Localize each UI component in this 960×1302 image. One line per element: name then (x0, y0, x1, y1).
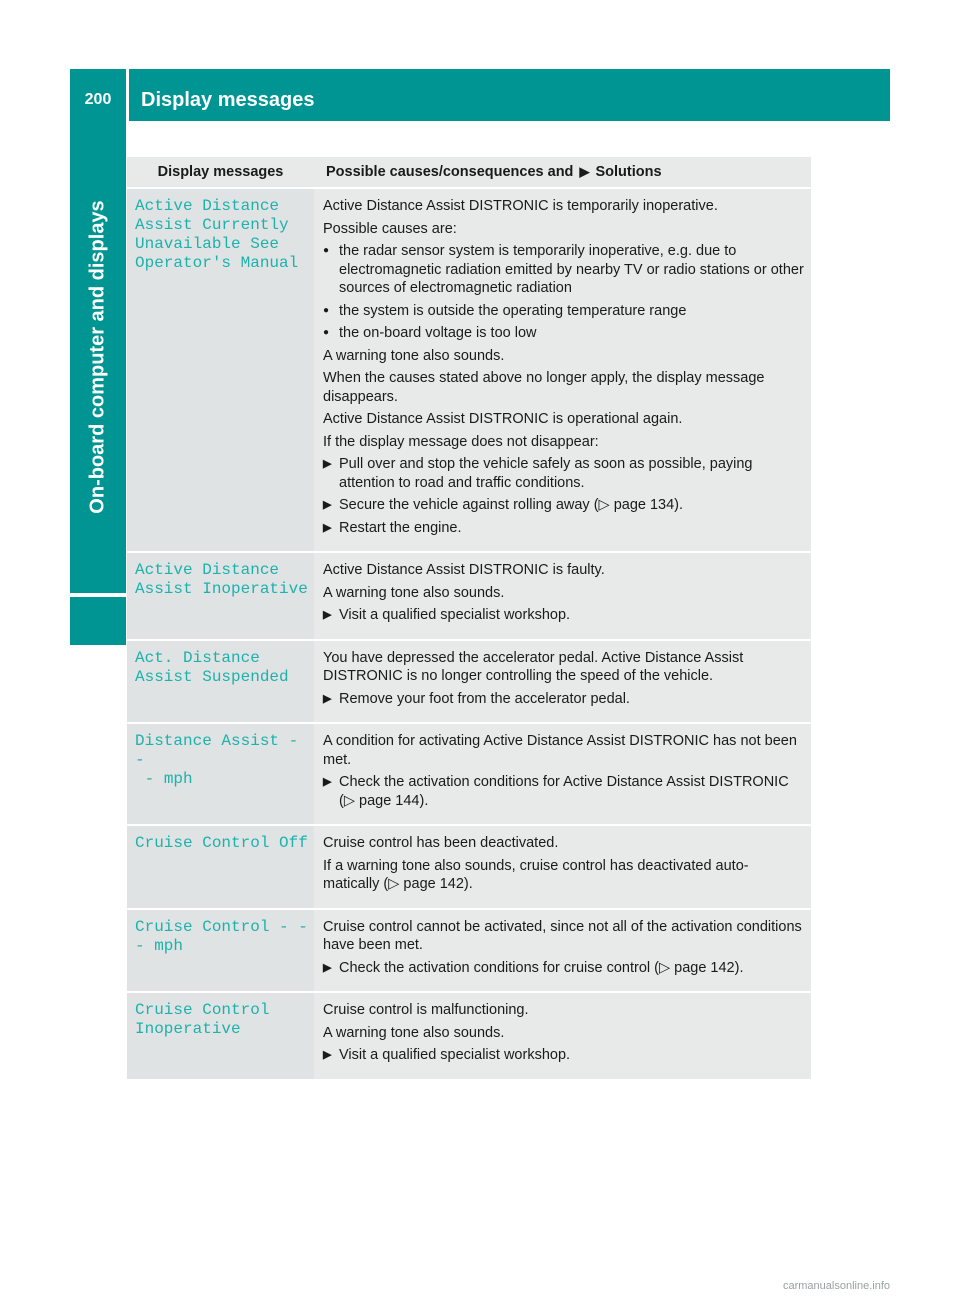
play-arrow-icon: ▶ (579, 164, 590, 179)
display-message-text: Active Distance Assist Currently Unavailable See Operator's Manual (127, 189, 314, 551)
play-arrow-icon: ▶ (323, 692, 332, 705)
cause-text: If the display message does not disappear: (323, 433, 599, 450)
solution-step (323, 959, 805, 978)
solution-step (323, 773, 805, 810)
solution-step-text: Visit a qualified specialist workshop. (339, 607, 571, 623)
watermark-text: carmanualsonline.info (782, 1280, 890, 1292)
display-message-text: Active Distance Assist Inoperative (127, 553, 314, 639)
cause-text: Possible causes are: (323, 220, 457, 237)
column-header-causes-text: Possible causes/consequences and (326, 164, 574, 180)
cause-text: Active Distance Assist DISTRONIC is temporarily inoperative. (323, 198, 718, 214)
section-title: On-board computer and displays (86, 200, 109, 514)
cause-text: Active Distance Assist DISTRONIC is operational again. (323, 411, 683, 427)
play-arrow-icon: ▶ (323, 458, 332, 470)
solution-step-text: Pull over and stop the vehicle safely as soon as possible, paying attention to road and traffic conditions. (339, 456, 753, 491)
play-arrow-icon: ▶ (323, 521, 332, 534)
cause-solution-cell (314, 189, 811, 551)
cause-text: A warning tone also sounds. (323, 584, 505, 601)
play-arrow-icon: ▶ (323, 776, 332, 788)
display-message-text: Cruise Control - - - mph (127, 910, 314, 992)
table-row (127, 910, 811, 992)
cause-bullet-item: ● the on-board voltage is too low (323, 324, 805, 343)
display-message-text: Cruise Control Inoperative (127, 993, 314, 1079)
cause-solution-cell (314, 641, 811, 723)
cause-text: Cruise control has been deactivated. (323, 835, 559, 851)
play-arrow-icon: ▶ (323, 609, 332, 621)
header-divider (126, 69, 129, 121)
solution-step-text: Remove your foot from the accelerator pedal. (339, 690, 630, 707)
table-row (127, 724, 811, 824)
cause-text: A condition for activating Active Distance Assist DISTRONIC has not been met. (323, 733, 797, 768)
play-arrow-icon: ▶ (323, 499, 332, 511)
play-arrow-icon: ▶ (323, 1049, 332, 1061)
cause-text: A warning tone also sounds. (323, 1024, 505, 1041)
solution-step-text: Visit a qualified specialist workshop. (339, 1047, 571, 1063)
solution-step-text: Secure the vehicle against rolling away (▷ page 134). (339, 497, 684, 513)
cause-solution-cell (314, 993, 811, 1079)
table-header-row (127, 157, 811, 187)
solution-step (323, 690, 805, 709)
cause-bullet-item: ● the system is outside the operating temperature range (323, 302, 805, 321)
cause-solution-cell (314, 553, 811, 639)
display-message-text: Distance Assist - - - mph (127, 724, 314, 824)
display-messages-table (127, 155, 811, 1081)
cause-text: If a warning tone also sounds, cruise control has deactivated auto- matically (▷ page 142). (323, 857, 749, 892)
column-header-causes-solutions (314, 157, 811, 187)
solution-step (323, 496, 805, 515)
solution-step (323, 1046, 805, 1065)
table-row (127, 189, 811, 551)
solution-step (323, 606, 805, 625)
table-row (127, 993, 811, 1079)
cause-solution-cell (314, 910, 811, 992)
cause-text: A warning tone also sounds. (323, 347, 505, 364)
cause-text: Cruise control cannot be activated, since not all of the activation conditions have been met. (323, 918, 802, 953)
solution-step-text: Restart the engine. (339, 519, 462, 536)
column-header-solutions-text: Solutions (595, 164, 662, 180)
table-row (127, 826, 811, 908)
page-title: Display messages (141, 89, 315, 111)
table-row (127, 641, 811, 723)
solution-step (323, 519, 805, 538)
cause-bullet-item: ● the radar sensor system is temporarily inoperative, e.g. due to electromagnetic radiation emitted by nearby TV or radio stations or other sources of electromagnetic radiation (323, 242, 805, 298)
column-header-display-messages: Display messages (127, 157, 314, 187)
table-row (127, 553, 811, 639)
solution-step (323, 455, 805, 492)
play-arrow-icon: ▶ (323, 961, 332, 974)
page-header (70, 69, 890, 121)
solution-step-text: Check the activation conditions for Active Distance Assist DISTRONIC (▷ page 144). (339, 774, 789, 809)
sidebar-marker-block (70, 597, 126, 645)
solution-step-text: Check the activation conditions for cruise control (▷ page 142). (339, 959, 744, 976)
display-message-text: Cruise Control Off (127, 826, 314, 908)
page-number: 200 (84, 91, 112, 108)
cause-text: Active Distance Assist DISTRONIC is faulty. (323, 562, 605, 578)
cause-solution-cell (314, 826, 811, 908)
cause-text: Cruise control is malfunctioning. (323, 1002, 529, 1018)
section-sidebar (70, 121, 126, 593)
display-message-text: Act. Distance Assist Suspended (127, 641, 314, 723)
cause-solution-cell (314, 724, 811, 824)
cause-text: When the causes stated above no longer apply, the display message disappears. (323, 370, 765, 405)
cause-text: You have depressed the accelerator pedal. Active Distance Assist DISTRONIC is no longer controlling the speed of the vehicle. (323, 649, 744, 684)
